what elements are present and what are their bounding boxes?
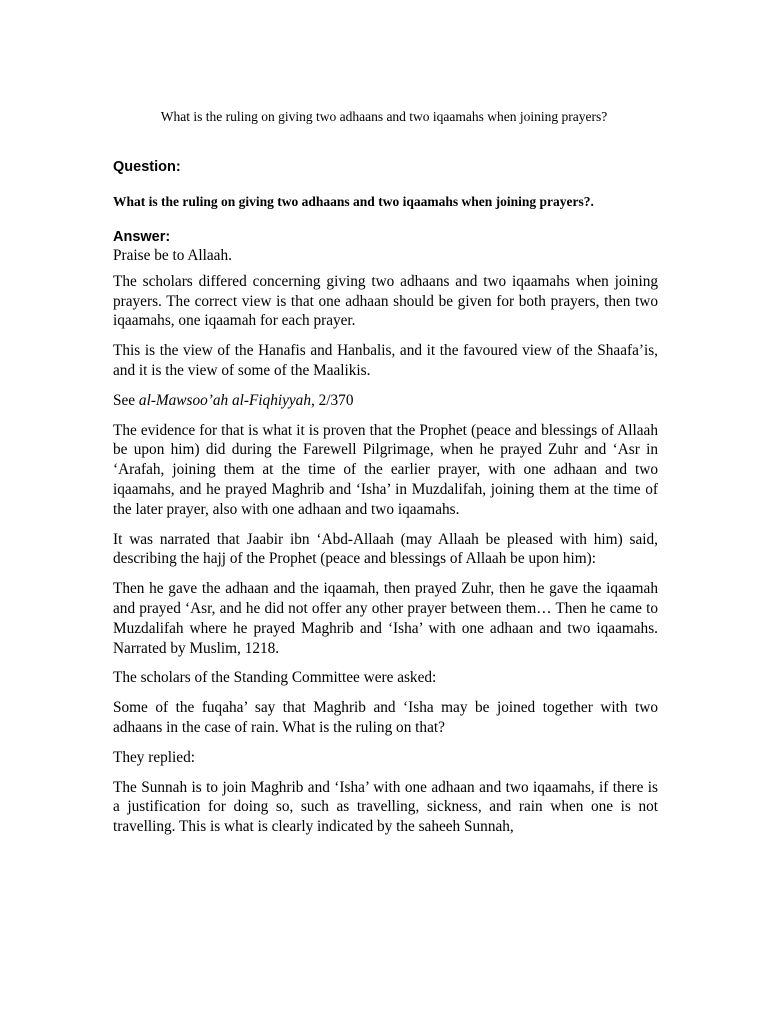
paragraph-praise: Praise be to Allaah. <box>113 247 232 264</box>
paragraph-evidence: The evidence for that is what it is proven that the Prophet (peace and blessings of Allaah be upon him) did during the Farewell Pilgrimage, when he prayed Zuhr and ‘Asr in ‘Arafah, joining them at the time of the earlier prayer, with one adhaan and two iqaamahs, and he prayed Maghrib and ‘Isha’ in Muzdalifah, joining them at the time of the later prayer, also with one adhaan and two iqaamahs. <box>113 421 658 518</box>
question-heading: Question: <box>113 159 181 175</box>
answer-heading: Answer: <box>113 229 171 245</box>
document-title: What is the ruling on giving two adhaans and two iqaamahs when joining prayers? <box>160 109 608 124</box>
reference-book-title: al-Mawsoo’ah al-Fiqhiyyah <box>138 391 311 409</box>
question-text: What is the ruling on giving two adhaans and two iqaamahs when joining prayers?. <box>113 194 594 209</box>
reference-suffix: , 2/370 <box>310 391 354 409</box>
paragraph-sunnah-answer: The Sunnah is to join Maghrib and ‘Isha’ with one adhaan and two iqaamahs, if there is a justification for doing so, such as travelling, sickness, and rain when one is not travelling. This is what is clearly indicated by the saheeh Sunnah, <box>113 778 658 836</box>
reference-prefix: See <box>113 391 139 409</box>
document-body <box>113 158 658 847</box>
reference-line <box>113 391 658 411</box>
paragraph-view-of-madhhabs: This is the view of the Hanafis and Hanbalis, and it the favoured view of the Shaafa’is, and it is the view of some of the Maalikis. <box>113 342 658 379</box>
paragraph-scholars-differed: The scholars differed concerning giving two adhaans and two iqaamahs when joining prayers. The correct view is that one adhaan should be given for both prayers, then two iqaamahs, one iqaamah for each prayer. <box>113 272 658 330</box>
paragraph-hadith-quote: Then he gave the adhaan and the iqaamah, then prayed Zuhr, then he gave the iqaamah and prayed ‘Asr, and he did not offer any other prayer between them… Then he came to Muzdalifah where he prayed Maghrib and ‘Isha’ with one adhaan and two iqaamahs. Narrated by Muslim, 1218. <box>113 580 658 657</box>
paragraph-fuqaha-question: Some of the fuqaha’ say that Maghrib and ‘Isha may be joined together with two adhaans in the case of rain. What is the ruling on that? <box>113 699 658 736</box>
paragraph-they-replied: They replied: <box>113 748 195 766</box>
paragraph-jaabir-narration: It was narrated that Jaabir ibn ‘Abd-Allaah (may Allaah be pleased with him) said, describing the hajj of the Prophet (peace and blessings of Allaah be upon him): <box>113 530 658 568</box>
paragraph-standing-committee: The scholars of the Standing Committee were asked: <box>113 669 437 687</box>
